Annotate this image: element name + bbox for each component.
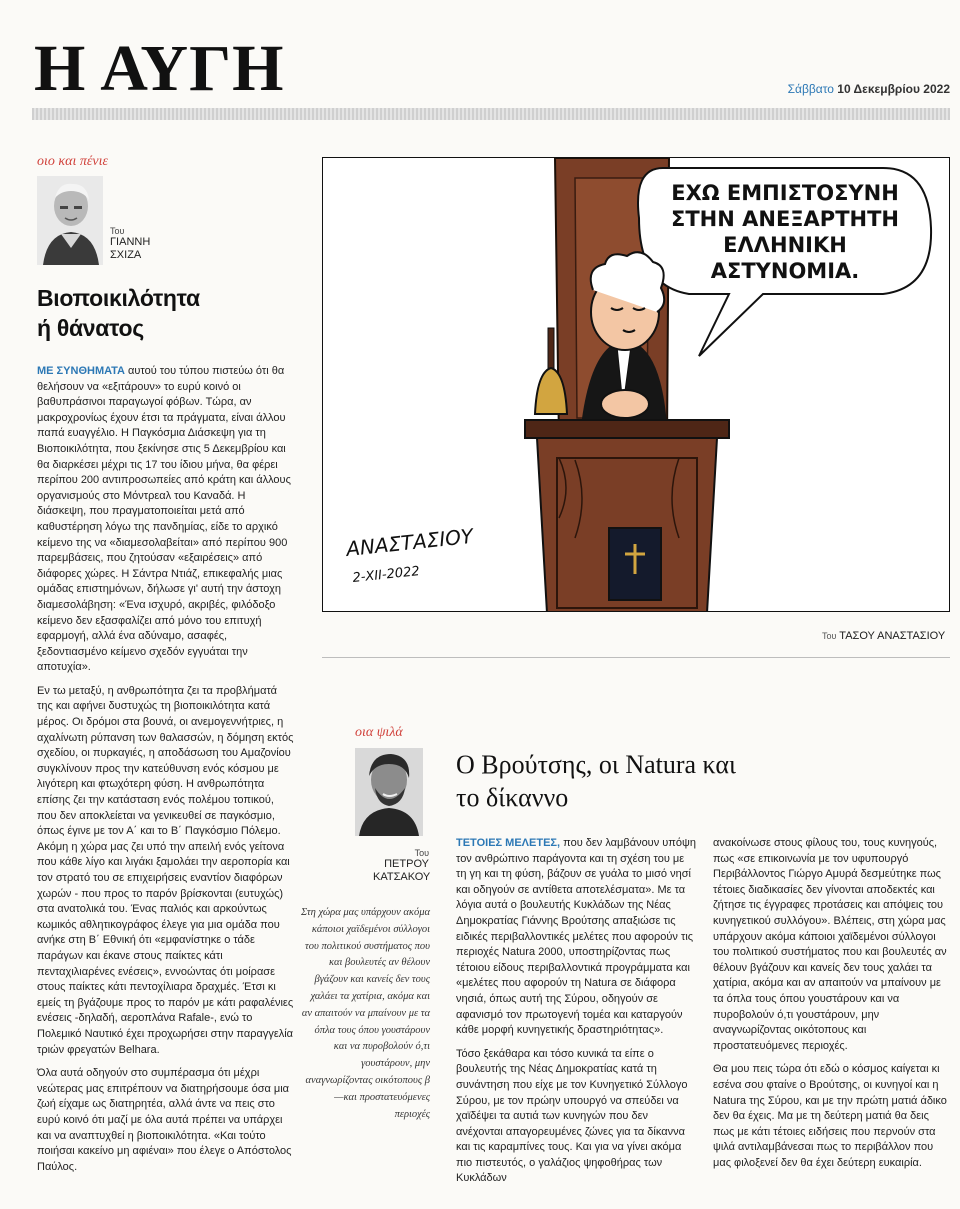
article1-paragraph-2: Εν τω μεταξύ, η ανθρωπότητα ζει τα προβλήματά της και αφήνει δυστυχώς τη βιοποικιλότητα κατά μέρος. Οι δρόμοι στα βουνά, οι ανεμογεννήτριες, η αχαλίνωτη ρύπανση των θαλασσών, η δόμηση εκτός σχεδίου, οι πυρκαγιές, η αποδάσωση του Αμαζονίου συγκλίνουν προς την κατεύθυνση ενός κόσμου με λιγότερη και φτωχότερη φύση. Η ανθρωπότητα επίσης ζει την κατάσταση ενός πολέμου τοπικού, που δεν αποκλείεται να γενικευθεί σε παγκόσμιο, όπως έγινε με τον Α΄ και το Β΄ Παγκόσμιο Πόλεμο. Ακόμη η χώρα μας ζει υπό την απειλή ενός γείτονα που κάθε λίγο και λιγάκι ξαμολάει την αεροπορία και τον στρατό του σε επιχειρήσεις εναντίον διαφόρων χωρών - που προς το παρόν βρίσκονται (ευτυχώς) στα ανατολικά του. Ένας παλιός και αρκούντως κωμικός αθλητικογράφος έλεγε για μια ομάδα που ανήκε στη Β΄ Εθνική ότι «εμφανίστηκε ο τάδε παράγων και έκανε στους παίκτες κάτι πενταχιλιαρένες ενέσεις», εννοώντας ότι μοίρασε στους παίκτες κάτι πεντοχίλιαρα δραχμές. Έτσι κι εμείς τη βγάζουμε προς το παρόν με κάτι ραφαλένιες ενέσεις -δηλαδή, αεροπλάνα Rafale-, ενώ το Πολεμικό Ναυτικό έχει προχωρήσει στην παραγγελία τριών φρεγατών Belhara.	[37, 684, 294, 1056]
section-tag-column2: οια ψιλά	[355, 725, 403, 740]
cartoon-credit	[822, 630, 945, 642]
article2-paragraph-1: ΤΕΤΟΙΕΣ ΜΕΛΕΤΕΣ, που δεν λαμβάνουν υπόψη τον ανθρώπινο παράγοντα και τη σχέση του με τη γη και τη φύση, βάζουν σε γυάλα το μισό νησί και οδηγούν σε αντίθετα αποτελέσματα». Με τα λόγια αυτά ο βουλευτής Κυκλάδων της Νέας Δημοκρατίας Γιάννης Βρούτσης απαξιώσε τις ειδικές περιβαλλοντικές μελέτες που αφορούν τις περιοχές Natura 2000, υποστηρίζοντας πως τέτοιου είδους περιβαλλοντικά προγράμματα και «μελέτες που αφορούν τη Natura σε διάφορα νησιά, όπως αυτή της Σύρου, οδηγούν σε αφανισμό τον πρωτογενή τομέα και καταργούν κάθε μορφή κυνηγετικής δραστηριότητας».	[456, 837, 696, 1037]
editorial-cartoon	[322, 157, 950, 612]
bench-top	[525, 420, 729, 438]
article2-paragraph-2: Τόσο ξεκάθαρα και τόσο κυνικά τα είπε ο βουλευτής της Νέας Δημοκρατίας κατά τη συνάντηση που είχε με τον Κυνηγετικό Σύλλογο Σύρου, με τον πρώην υπουργό να σπεύδει να χαϊδέψει τα αυτιά των κυνηγών που δεν ανέχονται απαγορευμένες ζώνες για τα δίκαννα και τις καραμπίνες τους. Και για να γίνει ακόμα πιο πιστευτός, ο γαλάζιος ψηφοθήρας των Κυκλάδων	[456, 1047, 688, 1185]
cartoonist-signature: ΑΝΑΣΤΑΣΙΟΥ	[345, 523, 475, 561]
author-portrait-icon	[355, 748, 423, 836]
speech-text-line3: ΕΛΛΗΝΙΚΗ	[723, 233, 847, 257]
cartoon-drawing	[323, 158, 950, 612]
pull-quote: Στη χώρα μας υπάρχουν ακόμα κάποιοι χαϊδεμένοι σύλλογοι του πολιτικού συστήματος που και βουλευτές αν θέλουν βγάζουν και κανείς δεν τους χαλάει τα χατίρια, ακόμα και αν απαιτούν να μπαίνουν με τα όπλα τους όπου γουστάρουν και να πυροβολούν ό,τι γουστάρουν, μην αναγνωρίζοντας οικότοπους β—και προστατευόμενες περιοχές	[300, 907, 430, 1120]
article2-lead: ΤΕΤΟΙΕΣ ΜΕΛΕΤΕΣ,	[456, 837, 561, 849]
byline-prefix: Του	[110, 226, 125, 236]
cartoon-date: 2-ΧΙΙ-2022	[351, 564, 421, 586]
headline-line1: Ο Βρούτσης, οι Natura και	[456, 750, 737, 779]
headline-line1: Βιοποικιλότητα	[37, 285, 200, 311]
dateline-date: 10 Δεκεμβρίου 2022	[837, 82, 950, 96]
author-photo-schizas	[37, 176, 103, 265]
headline-line2: το δίκαννο	[456, 782, 569, 812]
article2-column-2	[713, 836, 950, 1179]
headline-line2: ή θάνατος	[37, 314, 144, 341]
article1-paragraph-1: ΜΕ ΣΥΝΘΗΜΑΤΑ αυτού του τύπου πιστεύω ότι θα θελήσουν να «εξιτάρουν» το ευρύ κοινό οι βαθυπράσινοι παραγωγοί φόβων. Τώρα, αν μακροχρονίως έχουν έτσι τα πράγματα, είναι άλλου παπά ευαγγέλιο. Η Παγκόσμια Διάσκεψη για τη Βιοποικιλότητα, που ξεκίνησε στις 5 Δεκεμβρίου και θα διαρκέσει μέχρι τις 17 του ίδιου μήνα, θα φέρει περίπου 200 αντιπροσωπείες από κράτη και άλλους οργανισμούς στο Μόντρεαλ του Καναδά. Η διάσκεψη, που πραγματοποιείται μετά από καθυστέρηση λόγω της πανδημίας, είδε το αρχικό κείμενο της να «διαμεσολαβείται» από περίπου 900 παρεμβάσεις, που ζητούσαν «εξαιρέσεις» από διάφορες χώρες. Η Σάντρα Ντιάζ, επικεφαλής μιας ομάδας επιστημόνων, δήλωσε γι' αυτή την άστοχη διαμεσολάβηση: «Ένα ισχυρό, ακριβές, φιλόδοξο κείμενο δεν εξασφαλίζει από μόνο του επιτυχή εφαρμογή, αλλά ένα αδύναμο, ασαφές, ξεδοντιασμένο κείμενο σχεδόν εγγυάται την αποτυχία».	[37, 365, 291, 674]
credit-prefix: Του	[822, 631, 837, 641]
author-first-name: ΓΙΑΝΝΗ	[110, 236, 151, 249]
speech-text-line1: ΕΧΩ ΕΜΠΙΣΤΟΣΥΝΗ	[671, 181, 899, 205]
credit-name: ΤΑΣΟΥ ΑΝΑΣΤΑΣΙΟΥ	[839, 630, 946, 642]
article1-body	[37, 364, 295, 1183]
article2-column-1	[456, 836, 696, 1195]
headline-vroutsis	[456, 749, 816, 814]
speech-text-line4: ΑΣΤΥΝΟΜΙΑ.	[710, 259, 860, 283]
article2-paragraph-4: Θα μου πεις τώρα ότι εδώ ο κόσμος καίγεται κι εσένα σου φταίνε ο Βρούτσης, οι κυνηγοί και η Natura της Σύρου, και με την πρώτη ματιά άδικο δεν θα έχεις. Μα με τη δεύτερη ματιά θα δεις πως με κάτι τέτοιες ειδήσεις που περνούν στα ψιλά αντιλαμβάνεσαι πως το περιβάλλον που μας φιλοξενεί δεν θα έχει δεύτερη ευκαιρία.	[713, 1063, 947, 1169]
section-tag-column1: οιο και πένιε	[37, 154, 108, 169]
section-divider	[322, 657, 950, 658]
byline-prefix: Του	[414, 848, 429, 858]
author-last-name: ΣΧΙΖΑ	[110, 248, 142, 261]
author-photo-katsakos	[355, 748, 423, 836]
speech-text-line2: ΣΤΗΝ ΑΝΕΞΑΡΤΗΤΗ	[670, 207, 900, 231]
masthead-rule	[32, 108, 950, 120]
author-portrait-icon	[37, 176, 103, 265]
judge-hands	[601, 390, 649, 418]
masthead-title: Η ΑΥΓΗ	[34, 32, 285, 105]
author-last-name: ΚΑΤΣΑΚΟΥ	[373, 870, 431, 883]
dateline	[788, 82, 950, 96]
headline-biodiversity	[37, 284, 307, 344]
article2-paragraph-3: ανακοίνωσε στους φίλους του, τους κυνηγούς, πως «σε επικοινωνία με τον υφυπουργό Περιβάλλοντος Γιώργο Αμυρά δεσμεύτηκε πως τέτοιες διαδικασίες δεν γίνονται αποδεκτές και ζήτησε τις έγγραφες προτάσεις και απόψεις του κυνηγετικού συλλόγου». Βλέπεις, στη χώρα μας υπάρχουν ακόμα κάποιοι χαϊδεμένοι σύλλογοι του πολιτικού συστήματος που και βουλευτές αν θέλουν βγάζουν και κανείς δεν τους χαλάει τα χατίρια, ακόμα και αν απαιτούν να μπαίνουν με τα όπλα τους όπου γουστάρουν και να πυροβολούν ό,τι γουστάρουν, μην αναγνωρίζοντας οικότοπους και προστατευόμενες περιοχές.	[713, 837, 947, 1052]
author-first-name: ΠΕΤΡΟΥ	[384, 858, 429, 871]
dateline-day: Σάββατο	[787, 82, 834, 96]
byline-schizas	[110, 226, 150, 262]
article1-lead: ΜΕ ΣΥΝΘΗΜΑΤΑ	[37, 365, 125, 377]
article1-paragraph-3: Όλα αυτά οδηγούν στο συμπέρασμα ότι μέχρι νεώτερας μας επιτρέπουν να διατηρήσουμε όσα μια ζωή είχαμε ως διατηρητέα, αλλά άντε να πεις στο ευρύ κοινό ότι μαζί με όλα αυτά πρέπει να υπάρχει και να αναπτυχθεί η βιοποικιλότητα. «Και τούτο ποιήσαι κακείνο μη αφιέναι» που έλεγε ο Απόστολος Παύλος.	[37, 1067, 292, 1173]
byline-katsakos	[373, 848, 429, 884]
